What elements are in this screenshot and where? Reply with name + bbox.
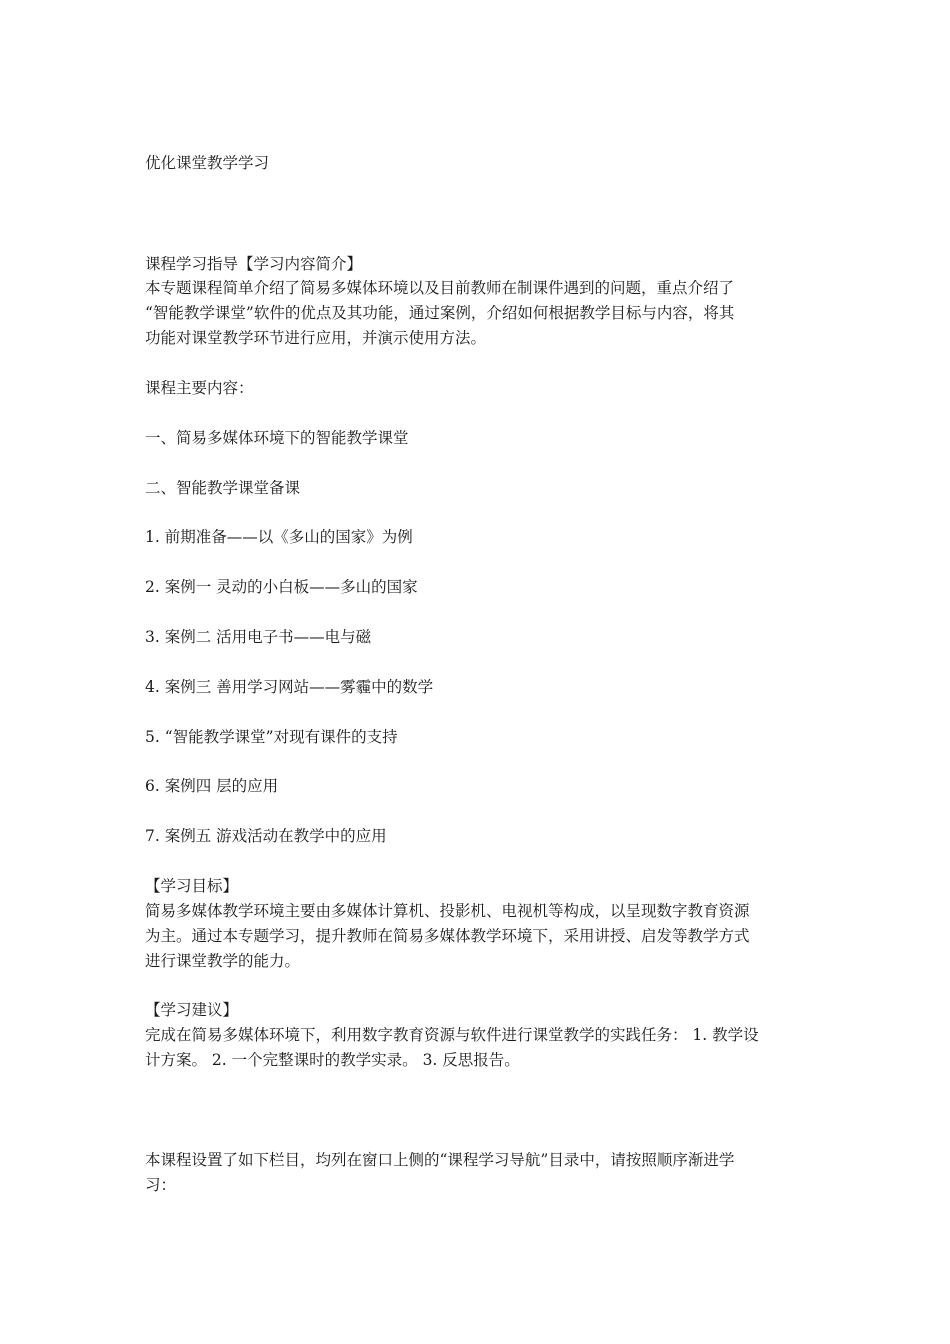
goals-paragraph (145, 899, 810, 974)
list-item: 7. 案例五 游戏活动在教学中的应用 (145, 827, 387, 845)
suggestions-line: 计方案。 2. 一个完整课时的教学实录。 3. 反思报告。 (145, 1051, 520, 1069)
goals-line: 为主。通过本专题学习，提升教师在简易多媒体教学环境下，采用讲授、启发等教学方式 (145, 927, 750, 945)
navigation-line: 本课程设置了如下栏目，均列在窗口上侧的“课程学习导航”目录中，请按照顺序渐进学 (145, 1151, 735, 1169)
list-item: 3. 案例二 活用电子书——电与磁 (145, 628, 372, 646)
document-title: 优化课堂教学学习 (145, 154, 270, 172)
intro-line: 本专题课程简单介绍了简易多媒体环境以及目前教师在制课件遇到的问题，重点介绍了 (145, 279, 735, 297)
intro-line: “智能教学课堂”软件的优点及其功能，通过案例，介绍如何根据教学目标与内容，将其 (145, 304, 735, 322)
section-heading: 二、智能教学课堂备课 (145, 479, 301, 497)
list-item: 4. 案例三 善用学习网站——雾霾中的数学 (145, 678, 434, 696)
list-item: 5. “智能教学课堂”对现有课件的支持 (145, 728, 398, 746)
section-heading: 一、简易多媒体环境下的智能教学课堂 (145, 429, 409, 447)
intro-line: 功能对课堂教学环节进行应用，并演示使用方法。 (145, 329, 487, 347)
goals-line: 简易多媒体教学环境主要由多媒体计算机、投影机、电视机等构成，以呈现数字教育资源 (145, 902, 750, 920)
intro-heading: 课程学习指导【学习内容简介】 (145, 255, 363, 273)
suggestions-heading: 【学习建议】 (145, 1001, 239, 1019)
suggestions-line: 完成在简易多媒体环境下，利用数字教育资源与软件进行课堂教学的实践任务： 1. 教学设 (145, 1026, 759, 1044)
suggestions-paragraph (145, 1023, 810, 1073)
navigation-paragraph (145, 1148, 810, 1198)
intro-paragraph (145, 276, 810, 351)
navigation-line: 习： (145, 1176, 177, 1194)
goals-heading: 【学习目标】 (145, 877, 239, 895)
goals-line: 进行课堂教学的能力。 (145, 952, 301, 970)
list-item: 6. 案例四 层的应用 (145, 777, 279, 795)
main-content-heading: 课程主要内容： (145, 379, 254, 397)
list-item: 2. 案例一 灵动的小白板——多山的国家 (145, 578, 418, 596)
list-item: 1. 前期准备——以《多山的国家》为例 (145, 528, 413, 546)
